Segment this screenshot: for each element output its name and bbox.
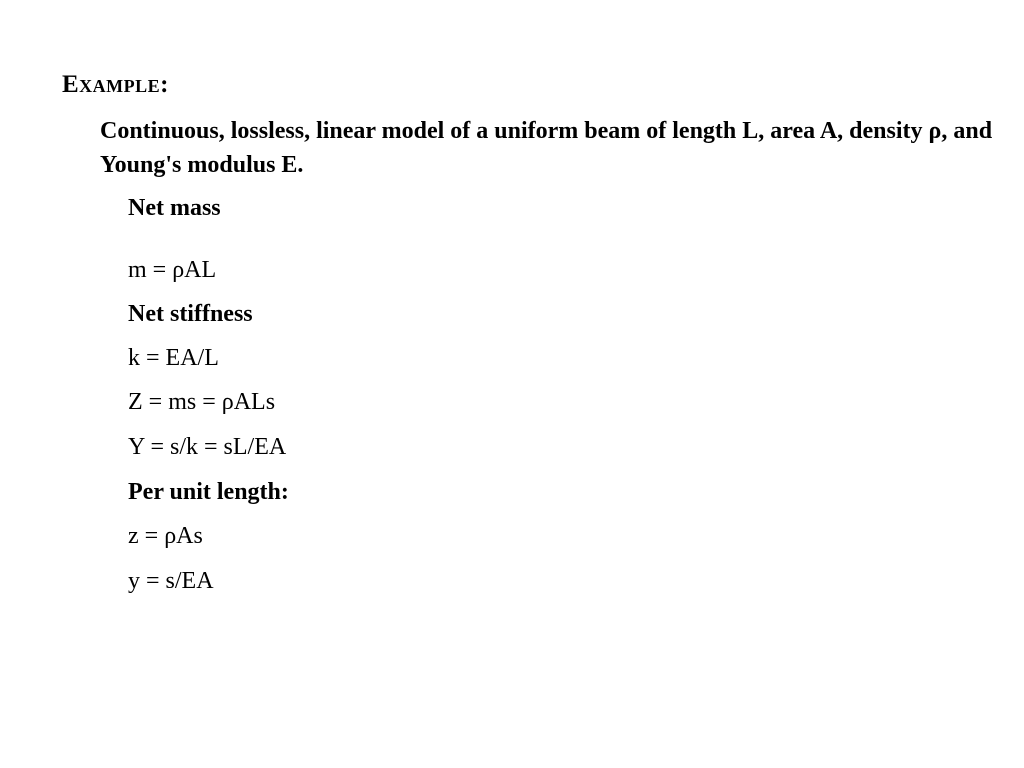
example-heading: Example: [62, 71, 169, 98]
impedance-equation: Z = ms = ρALs [128, 389, 276, 415]
per-unit-length-label: Per unit length: [128, 479, 289, 505]
admittance-equation: Y = s/k = sL/EA [128, 434, 287, 460]
net-stiffness-label: Net stiffness [128, 301, 253, 327]
mass-equation: m = ρAL [128, 257, 217, 283]
net-mass-label: Net mass [128, 195, 221, 221]
intro-paragraph: Continuous, lossless, linear model of a uniform beam of length L, area A, density ρ, and Young's modulus E. [100, 118, 993, 178]
unit-impedance-equation: z = ρAs [128, 523, 203, 549]
stiffness-equation: k = EA/L [128, 345, 219, 371]
unit-admittance-equation: y = s/EA [128, 568, 214, 594]
